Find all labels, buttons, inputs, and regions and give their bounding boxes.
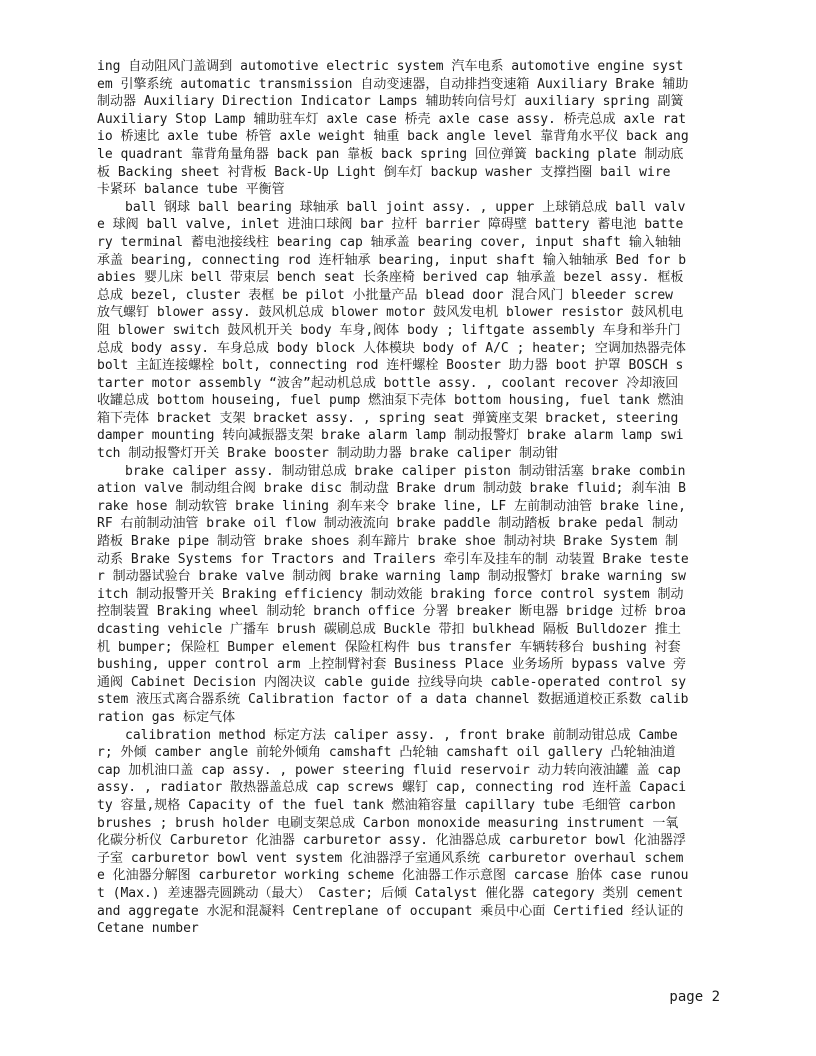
body-text bbox=[97, 58, 689, 938]
paragraph: brake caliper assy. 制动钳总成 brake caliper piston 制动钳活塞 brake combination valve 制动组合阀 brake disc 制动盘 Brake drum 制动鼓 brake fluid; 刹车油 Brake hose 制动软管 brake lining 刹车来令 brake line, LF 左前制动油管 brake line, RF 右前制动油管 brake oil flow 制动液流向 brake paddle 制动踏板 brake pedal 制动踏板 Brake pipe 制动管 brake shoes 刹车蹄片 brake shoe 制动衬块 Brake System 制动系 Brake Systems for Tractors and Trailers 牵引车及挂车的制 动装置 Brake tester 制动器试验台 brake valve 制动阀 brake warning lamp 制动报警灯 brake warning switch 制动报警开关 Braking efficiency 制动效能 braking force control system 制动控制装置 Braking wheel 制动轮 branch office 分署 breaker 断电器 bridge 过桥 broadcasting vehicle 广播车 brush 碳刷总成 Buckle 带扣 bulkhead 隔板 Bulldozer 推土机 bumper; 保险杠 Bumper element 保险杠构件 bus transfer 车辆转移台 bushing 衬套 bushing, upper control arm 上控制臂衬套 Business Place 业务场所 bypass valve 旁通阀 Cabinet Decision 内阁决议 cable guide 拉线导向块 cable-operated control system 液压式离合器系统 Calibration factor of a data channel 数据通道校正系数 calibration gas 标定气体 bbox=[97, 463, 689, 725]
paragraph: ball 钢球 ball bearing 球轴承 ball joint assy. , upper 上球销总成 ball valve 球阀 ball valve, inlet 进油口球阀 bar 拉杆 barrier 障碍壁 battery 蓄电池 battery terminal 蓄电池接线柱 bearing cap 轴承盖 bearing cover, input shaft 输入轴轴承盖 bearing, connecting rod 连杆轴承 bearing, input shaft 输入轴轴承 Bed for babies 婴儿床 bell 带束层 bench seat 长条座椅 berived cap 轴承盖 bezel assy. 框板总成 bezel, cluster 表框 be pilot 小批量产品 blead door 混合风门 bleeder screw 放气螺钉 blower assy. 鼓风机总成 blower motor 鼓风发电机 blower resistor 鼓风机电阻 blower switch 鼓风机开关 body 车身,阀体 body ; liftgate assembly 车身和举升门总成 body assy. 车身总成 body block 人体模块 body of A/C ; heater; 空调加热器壳体 bolt 主缸连接螺栓 bolt, connecting rod 连杆螺栓 Booster 助力器 boot 护罩 BOSCH starter motor assembly “波舍”起动机总成 bottle assy. , coolant recover 冷却液回收罐总成 bottom houseing, fuel pump 燃油泵下壳体 bottom housing, fuel tank 燃油箱下壳体 bracket 支架 bracket assy. , spring seat 弹簧座支架 bracket, steering damper mounting 转向减振器支架 brake alarm lamp 制动报警灯 brake alarm lamp switch 制动报警灯开关 Brake booster 制动助力器 brake caliper 制动钳 bbox=[97, 199, 687, 462]
page-number: page 2 bbox=[669, 989, 720, 1005]
paragraph: calibration method 标定方法 caliper assy. , front brake 前制动钳总成 Camber; 外倾 camber angle 前轮外倾角 camshaft 凸轮轴 camshaft oil gallery 凸轮轴油道 cap 加机油口盖 cap assy. , power steering fluid reservoir 动力转向液油罐 盖 cap assy. , radiator 散热器盖总成 cap screws 螺钉 cap, connecting rod 连杆盖 Capacity 容量,规格 Capacity of the fuel tank 燃油箱容量 capillary tube 毛细管 carbon brushes ; brush holder 电刷支架总成 Carbon monoxide measuring instrument 一氧化碳分析仪 Carburetor 化油器 carburetor assy. 化油器总成 carburetor bowl 化油器浮子室 carburetor bowl vent system 化油器浮子室通风系统 carburetor overhaul scheme 化油器分解图 carburetor working scheme 化油器工作示意图 carcase 胎体 case runout (Max.) 差速器壳圆跳动（最大） Caster; 后倾 Catalyst 催化器 category 类别 cement and aggregate 水泥和混凝料 Centreplane of occupant 乘员中心面 Certified 经认证的 Cetane number bbox=[97, 727, 689, 937]
paragraph: ing 自动阻风门盖调到 automotive electric system 汽车电系 automotive engine system 引擎系统 automatic transmission 自动变速器，自动排挡变速箱 Auxiliary Brake 辅助制动器 Auxiliary Direction Indicator Lamps 辅助转向信号灯 auxiliary spring 副簧 Auxiliary Stop Lamp 辅助驻车灯 axle case 桥壳 axle case assy. 桥壳总成 axle ratio 桥速比 axle tube 桥管 axle weight 轴重 back angle level 靠背角水平仪 back angle quadrant 靠背角量角器 back pan 靠板 back spring 回位弹簧 backing plate 制动底板 Backing sheet 衬背板 Back-Up Light 倒车灯 backup washer 支撑挡圈 bail wire 卡紧环 balance tube 平衡管 bbox=[97, 59, 689, 198]
